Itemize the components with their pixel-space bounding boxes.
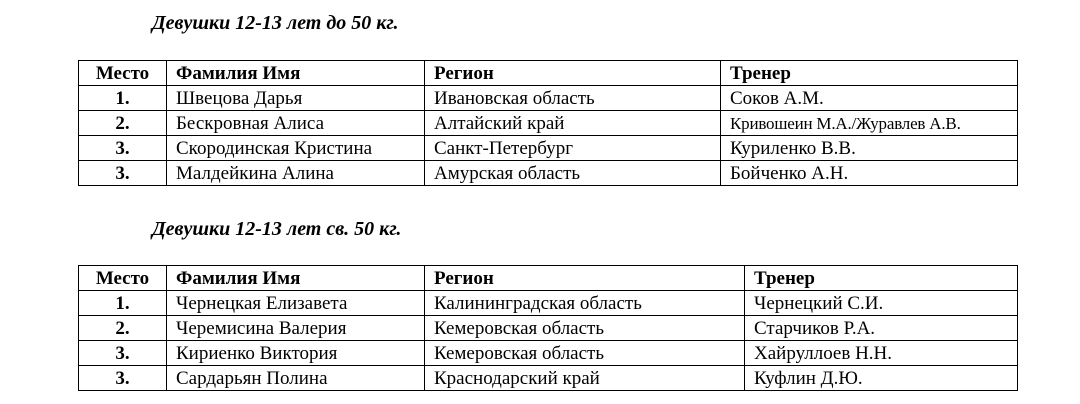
place-cell: 2.	[79, 316, 167, 341]
region-cell: Калининградская область	[425, 291, 745, 316]
table-header-row	[79, 61, 1018, 86]
region-cell: Санкт-Петербург	[425, 136, 721, 161]
table-row	[79, 111, 1018, 136]
table-row	[79, 341, 1018, 366]
table-header-row	[79, 266, 1018, 291]
region-cell: Кемеровская область	[425, 341, 745, 366]
table-row	[79, 161, 1018, 186]
table-row	[79, 136, 1018, 161]
place-cell: 3.	[79, 161, 167, 186]
name-cell: Сардарьян Полина	[167, 366, 425, 391]
place-cell: 1.	[79, 291, 167, 316]
place-cell: 2.	[79, 111, 167, 136]
region-cell: Алтайский край	[425, 111, 721, 136]
header-place: Место	[79, 266, 167, 291]
results-table-over-50kg	[78, 265, 1018, 391]
header-place: Место	[79, 61, 167, 86]
name-cell: Швецова Дарья	[167, 86, 425, 111]
table-row	[79, 291, 1018, 316]
place-cell: 3.	[79, 366, 167, 391]
name-cell: Бескровная Алиса	[167, 111, 425, 136]
header-name: Фамилия Имя	[167, 61, 425, 86]
place-cell: 3.	[79, 341, 167, 366]
header-region: Регион	[425, 61, 721, 86]
section-title-under-50kg: Девушки 12-13 лет до 50 кг.	[152, 12, 399, 34]
coach-cell: Соков А.М.	[721, 86, 1018, 111]
header-coach: Тренер	[745, 266, 1018, 291]
coach-cell: Куфлин Д.Ю.	[745, 366, 1018, 391]
name-cell: Кириенко Виктория	[167, 341, 425, 366]
header-name: Фамилия Имя	[167, 266, 425, 291]
section-title-over-50kg: Девушки 12-13 лет св. 50 кг.	[152, 218, 402, 240]
place-cell: 1.	[79, 86, 167, 111]
table-row	[79, 316, 1018, 341]
header-coach: Тренер	[721, 61, 1018, 86]
coach-cell: Куриленко В.В.	[721, 136, 1018, 161]
coach-cell: Бойченко А.Н.	[721, 161, 1018, 186]
name-cell: Скородинская Кристина	[167, 136, 425, 161]
coach-cell: Старчиков Р.А.	[745, 316, 1018, 341]
name-cell: Чернецкая Елизавета	[167, 291, 425, 316]
results-table-under-50kg	[78, 60, 1018, 186]
table-row	[79, 86, 1018, 111]
region-cell: Краснодарский край	[425, 366, 745, 391]
region-cell: Кемеровская область	[425, 316, 745, 341]
table-row	[79, 366, 1018, 391]
header-region: Регион	[425, 266, 745, 291]
coach-cell: Кривошеин М.А./Журавлев А.В.	[721, 111, 1018, 136]
place-cell: 3.	[79, 136, 167, 161]
region-cell: Ивановская область	[425, 86, 721, 111]
region-cell: Амурская область	[425, 161, 721, 186]
coach-cell: Хайруллоев Н.Н.	[745, 341, 1018, 366]
name-cell: Черемисина Валерия	[167, 316, 425, 341]
coach-cell: Чернецкий С.И.	[745, 291, 1018, 316]
name-cell: Малдейкина Алина	[167, 161, 425, 186]
